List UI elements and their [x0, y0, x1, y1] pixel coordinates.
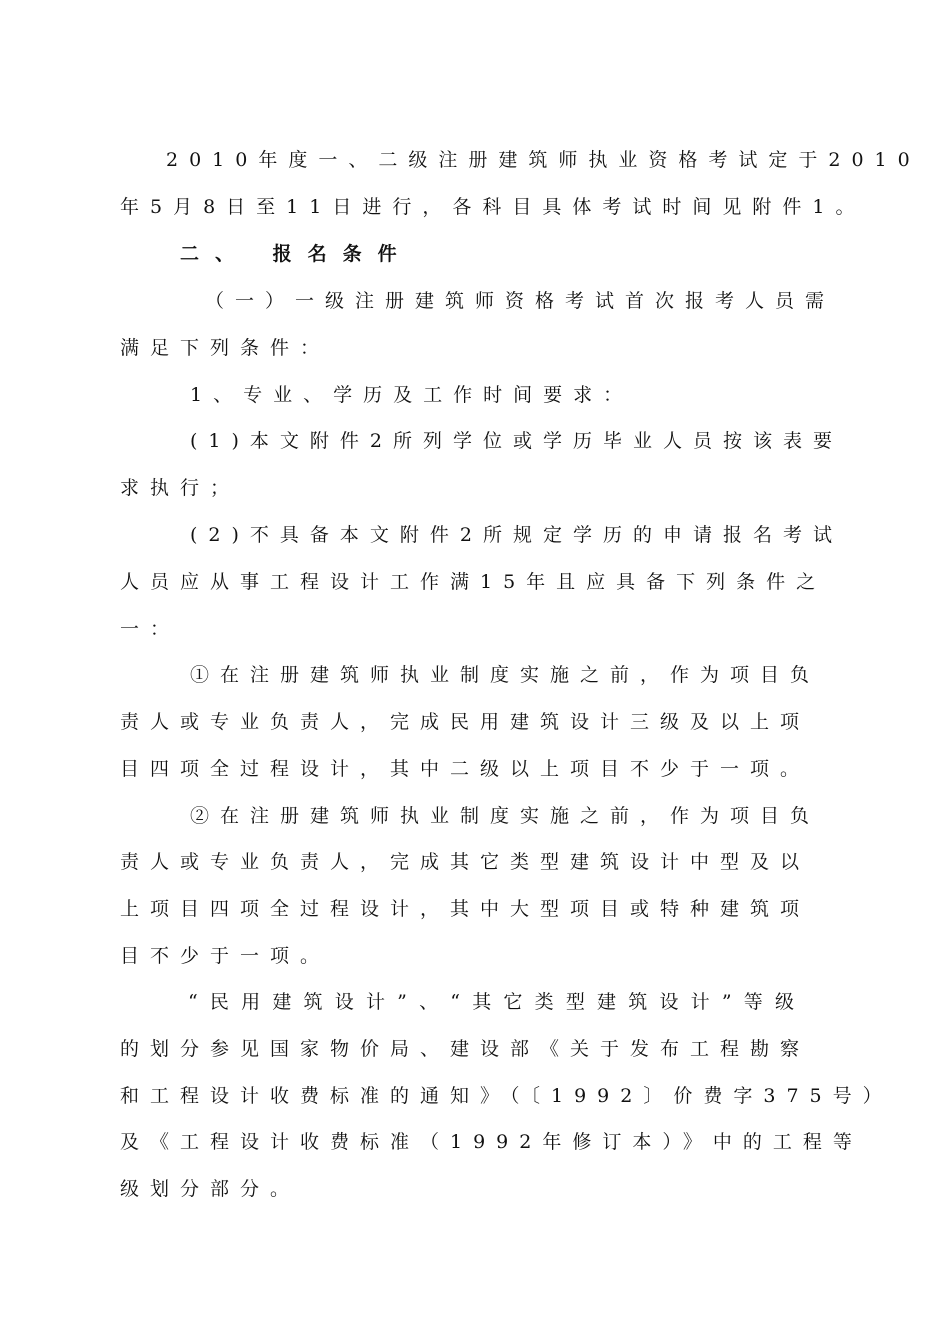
- paragraph-first-level-conditions-line-2: 满足下列条件：: [120, 337, 331, 359]
- paragraph-classification-line-3: 和工程设计收费标准的通知》（〔1992〕价费字375号）: [120, 1085, 893, 1107]
- paragraph-circled-1-line-1: ①在注册建筑师执业制度实施之前，作为项目负: [190, 664, 821, 686]
- paragraph-classification-line-1: “民用建筑设计”、“其它类型建筑设计”等级: [188, 991, 805, 1013]
- paragraph-circled-1-line-3: 目四项全过程设计，其中二级以上项目不少于一项。: [120, 758, 811, 780]
- paragraph-item-2-line-3: 一：: [120, 618, 181, 640]
- paragraph-circled-2-line-2: 责人或专业负责人，完成其它类型建筑设计中型及以: [120, 851, 811, 873]
- paragraph-exam-dates-line-1: 2010年度一、二级注册建筑师执业资格考试定于2010: [166, 149, 921, 171]
- paragraph-requirement-1: 1、专业、学历及工作时间要求：: [190, 384, 634, 406]
- paragraph-item-2-line-1: (2)不具备本文附件2所规定学历的申请报名考试: [190, 524, 844, 546]
- paragraph-first-level-conditions-line-1: （一）一级注册建筑师资格考试首次报考人员需: [205, 290, 836, 312]
- paragraph-classification-line-4: 及《工程设计收费标准（1992年修订本）》中的工程等: [120, 1131, 863, 1153]
- paragraph-exam-dates-line-2: 年5月8日至11日进行，各科目具体考试时间见附件1。: [120, 196, 866, 218]
- section-heading-registration-conditions: 二、 报名条件: [180, 243, 413, 265]
- paragraph-item-2-line-2: 人员应从事工程设计工作满15年且应具备下列条件之: [120, 571, 827, 593]
- paragraph-item-1-line-1: (1)本文附件2所列学位或学历毕业人员按该表要: [190, 430, 844, 452]
- paragraph-classification-line-2: 的划分参见国家物价局、建设部《关于发布工程勘察: [120, 1038, 811, 1060]
- paragraph-circled-2-line-1: ②在注册建筑师执业制度实施之前，作为项目负: [190, 805, 821, 827]
- paragraph-circled-2-line-3: 上项目四项全过程设计，其中大型项目或特种建筑项: [120, 898, 811, 920]
- paragraph-classification-line-5: 级划分部分。: [120, 1178, 301, 1200]
- paragraph-circled-1-line-2: 责人或专业负责人，完成民用建筑设计三级及以上项: [120, 711, 811, 733]
- paragraph-item-1-line-2: 求执行；: [120, 477, 241, 499]
- paragraph-circled-2-line-4: 目不少于一项。: [120, 945, 331, 967]
